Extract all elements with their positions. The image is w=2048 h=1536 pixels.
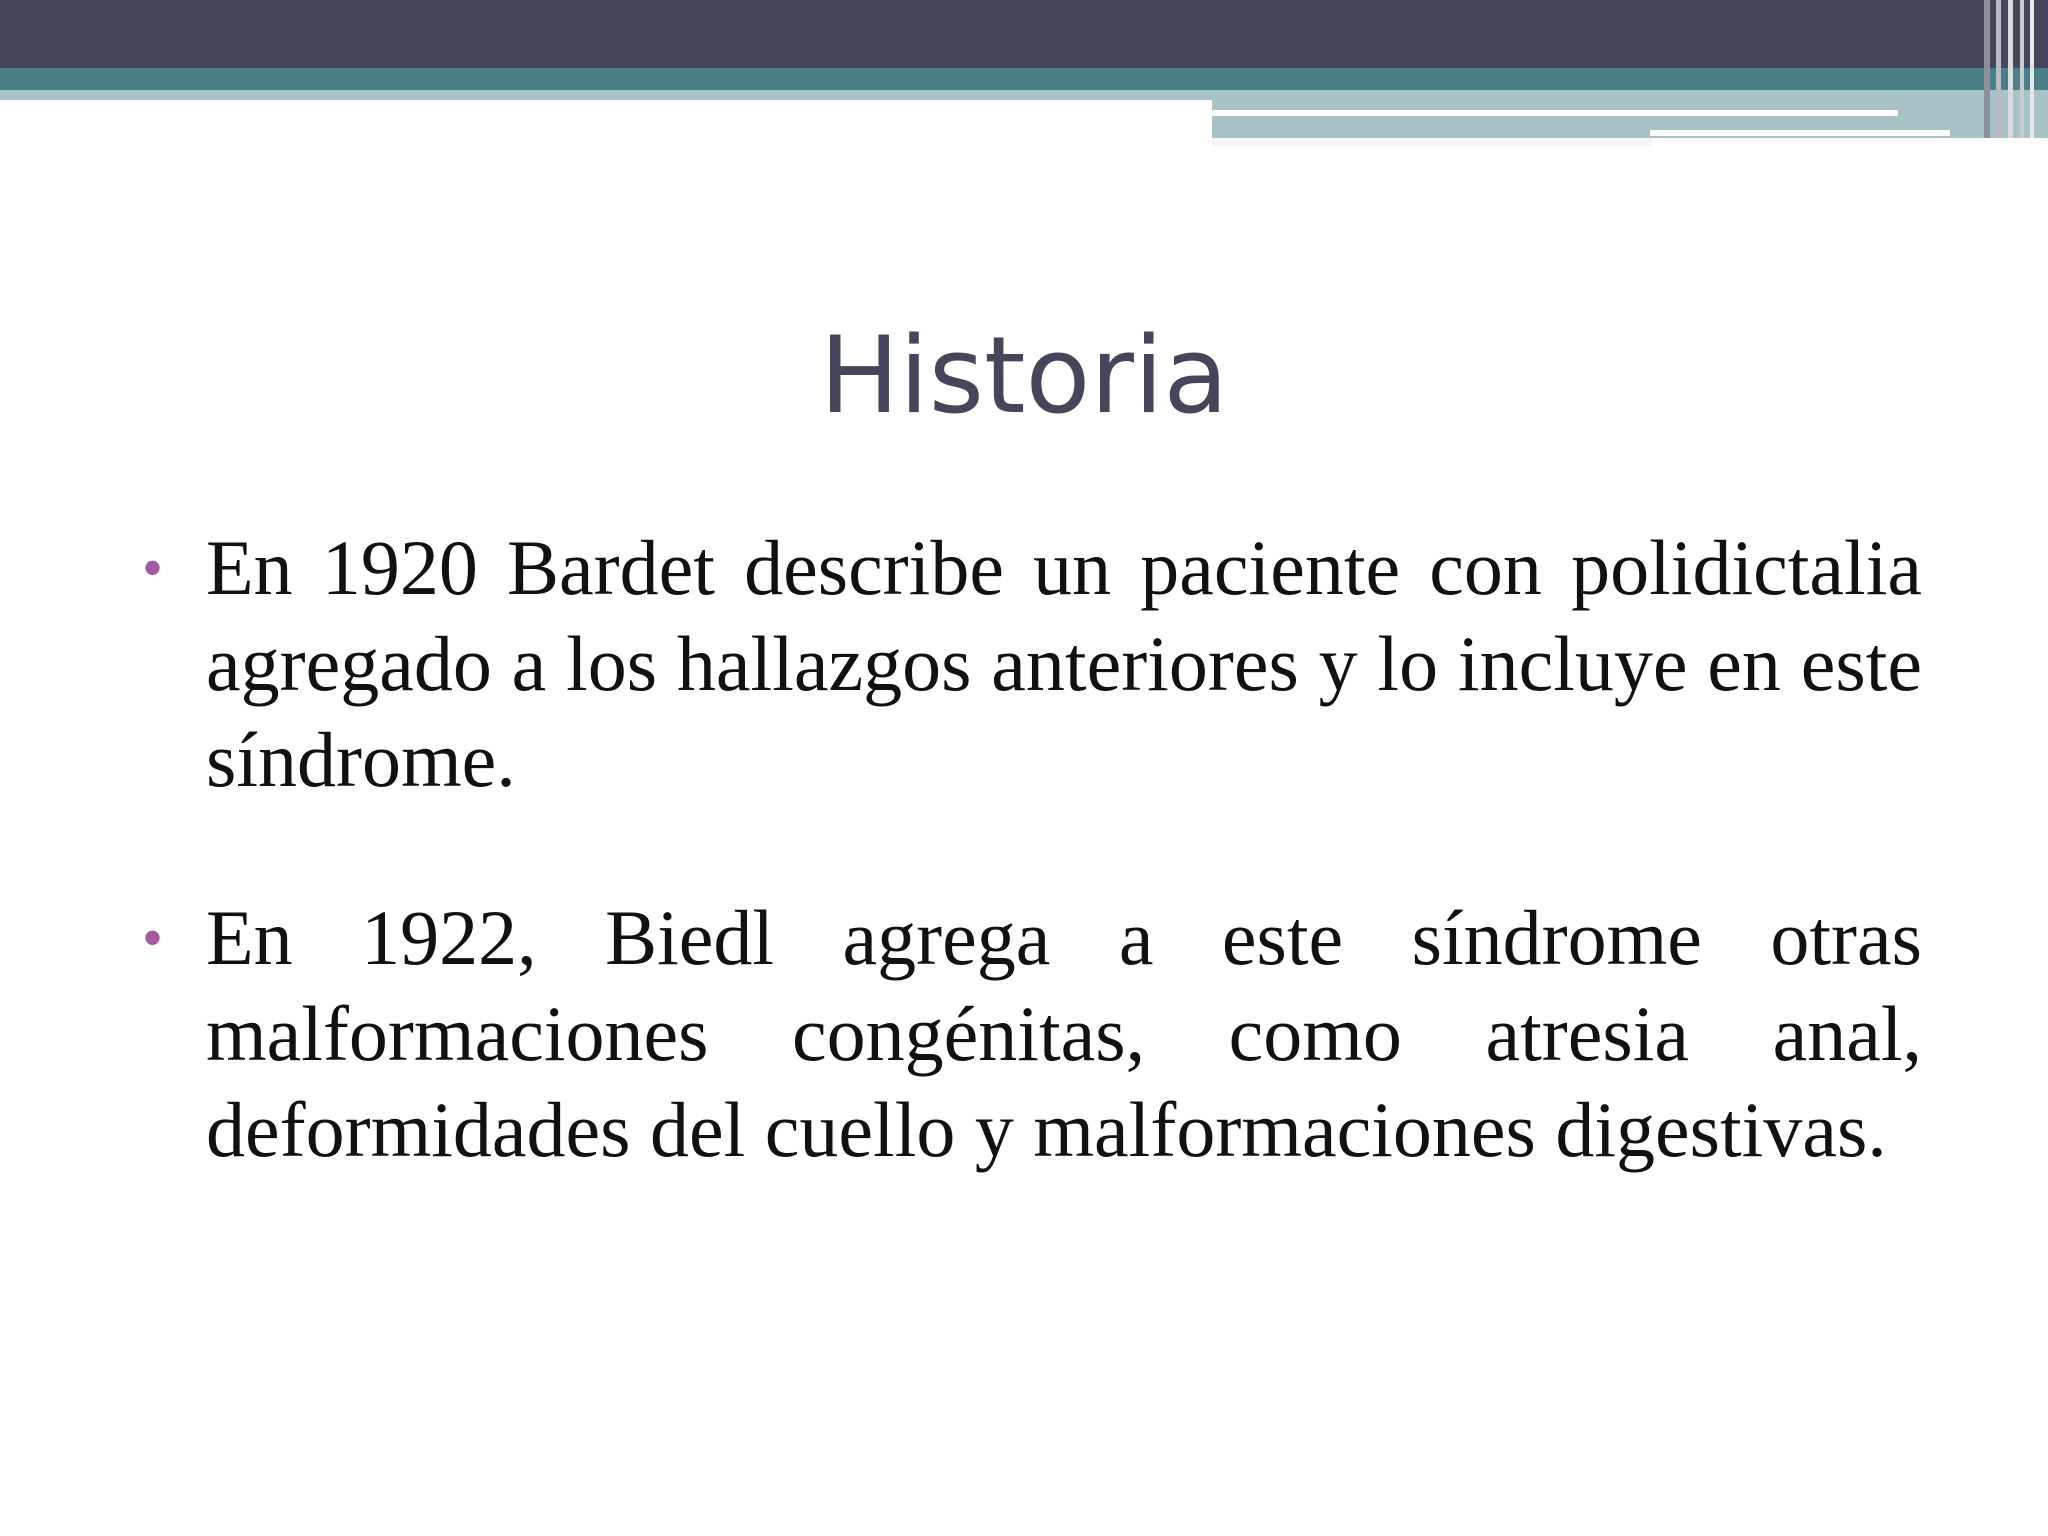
header-accent-line [1212,110,1898,116]
bullet-item [142,520,1922,808]
header-vertical-stripe [1996,0,2001,138]
slide-title: Historia [819,314,1229,437]
bullet-marker-icon: • [142,905,164,971]
bullet-text: En 1922, Biedl agrega a este síndrome otras malformaciones congénitas, como atresia anal, deformidades del cuello y malformaciones digestivas. [206,894,1922,1173]
header-accent-line-secondary [1650,130,1950,136]
header-vertical-stripe [2020,0,2024,138]
header-band-teal [0,68,2048,90]
header-band-light-left [0,90,1212,100]
header-vertical-stripe [2030,0,2034,138]
bullet-marker-icon: • [142,535,164,601]
bullet-item [142,890,1922,1178]
header-vertical-stripe [1984,0,1990,138]
header-band-fade [1212,138,1652,146]
bullet-list [142,520,1922,1260]
bullet-text: En 1920 Bardet describe un paciente con polidictalia agregado a los hallazgos anteriores y lo incluye en este síndrome. [206,524,1922,803]
header-band-dark [0,0,2048,68]
header-vertical-stripe [2008,0,2013,138]
